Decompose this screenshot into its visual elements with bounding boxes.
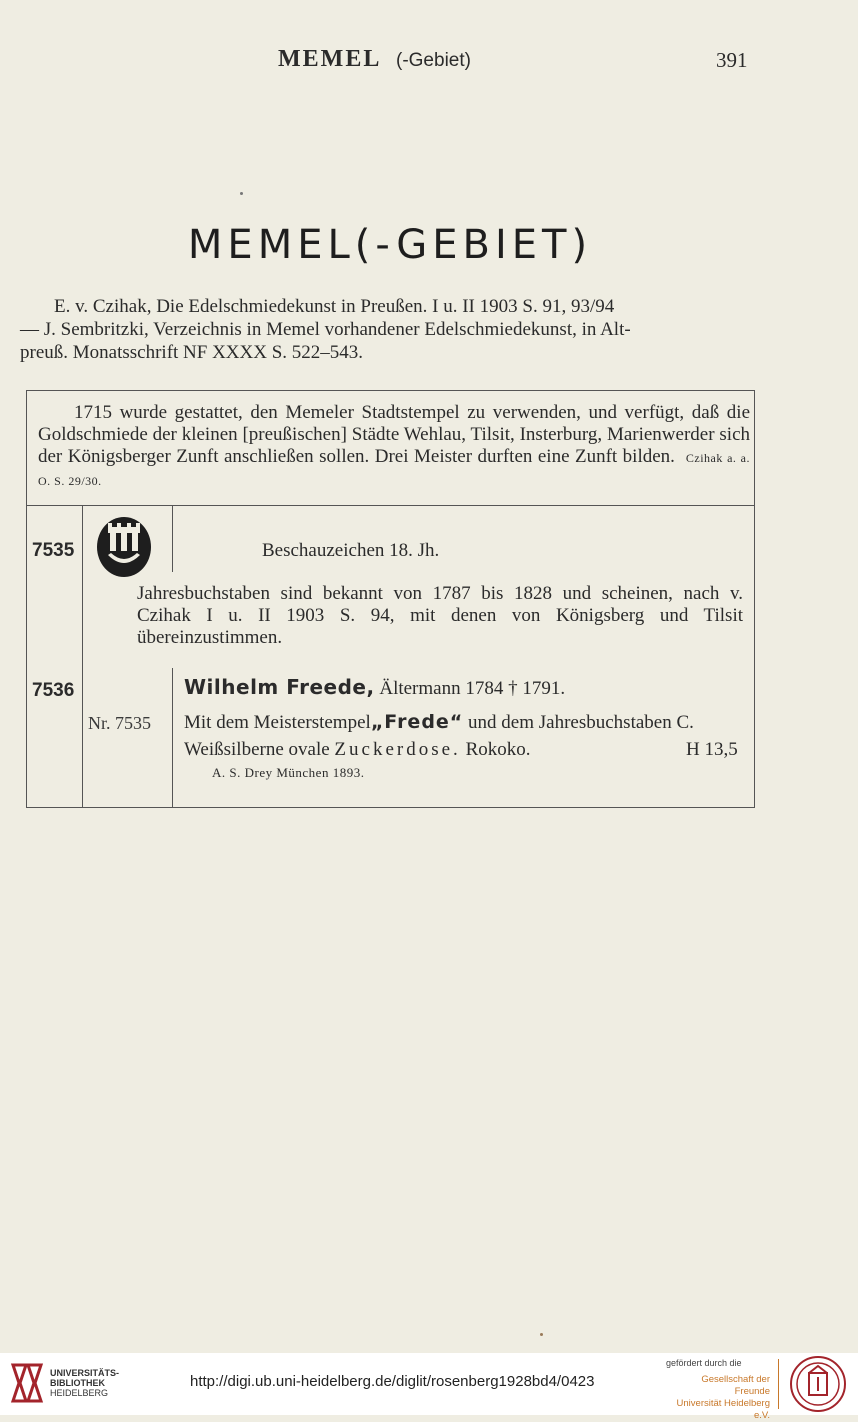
intro-text: 1715 wurde gestattet, den Memeler Stadtstempel zu verwenden, und verfügt, daß die Goldschmiede der kleinen [preußischen] Städte Wehlau, Tilsit, Insterburg, Marienwerder sich der Königsberger Zunft anschließen sollen. Drei Meister durften eine Zunft bilden. xyxy=(38,402,750,467)
object-line xyxy=(184,739,531,761)
maker-detail: Ältermann 1784 † 1791. xyxy=(379,678,566,699)
stamp-suffix: und dem Jahresbuchstaben C. xyxy=(468,712,694,733)
library-logo-icon xyxy=(10,1361,44,1407)
object-name: Zuckerdose. xyxy=(334,739,461,760)
page-number: 391 xyxy=(716,48,748,72)
object-height: H 13,5 xyxy=(686,739,738,760)
page-title: MEMEL(-GEBIET) xyxy=(187,222,593,268)
maker-line xyxy=(184,676,565,700)
footer-banner xyxy=(0,1353,858,1421)
permalink-url[interactable]: http://digi.ub.uni-heidelberg.de/diglit/rosenberg1928bd4/0423 xyxy=(190,1373,595,1390)
bibliography xyxy=(20,295,756,364)
university-seal-icon xyxy=(789,1355,847,1413)
cross-reference: Nr. 7535 xyxy=(88,713,151,733)
running-head xyxy=(0,46,858,80)
library-name-line: UNIVERSITÄTS- xyxy=(50,1368,120,1378)
bibliography-line: E. v. Czihak, Die Edelschmiedekunst in Preußen. I u. II 1903 S. 91, 93/94 xyxy=(54,296,615,317)
entry-number: 7535 xyxy=(32,540,75,561)
object-prefix: Weißsilberne ovale xyxy=(184,739,330,760)
library-name xyxy=(50,1368,119,1398)
stamp-line xyxy=(184,711,694,734)
maker-name: Wilhelm Freede, xyxy=(184,675,375,699)
stamp-name: „Frede“ xyxy=(370,711,464,733)
running-head-title: MEMEL xyxy=(278,46,382,72)
city-hallmark-icon xyxy=(93,513,155,581)
entry-description: Beschauzeichen 18. Jh. xyxy=(262,540,440,561)
object-style: Rokoko. xyxy=(465,739,531,760)
intro-reference: Czihak a. a. O. S. 29/30. xyxy=(38,451,750,488)
mark-column-rule xyxy=(172,668,173,808)
society-name-line: Universität Heidelberg e.V. xyxy=(676,1398,770,1421)
entry-number: 7536 xyxy=(32,680,75,701)
running-head-subtitle: (-Gebiet) xyxy=(396,50,471,71)
provenance: A. S. Drey München 1893. xyxy=(212,765,365,780)
society-name-line: Gesellschaft der Freunde xyxy=(701,1374,770,1397)
library-name-line: HEIDELBERG xyxy=(50,1388,109,1398)
mark-column-rule xyxy=(172,506,173,572)
funded-by-label: gefördert durch die xyxy=(666,1358,742,1368)
library-name-line: BIBLIOTHEK xyxy=(50,1378,105,1388)
footer-divider xyxy=(778,1359,779,1409)
bibliography-line: — J. Sembritzki, Verzeichnis in Memel vorhandener Edelschmiedekunst, in Alt- xyxy=(20,319,631,340)
intro-paragraph xyxy=(38,402,750,492)
number-column-rule xyxy=(82,506,83,808)
entry-note: Jahresbuchstaben sind bekannt von 1787 bis 1828 und scheinen, nach v. Czihak I u. II 1903 S. 94, mit denen von Königsberg und Tilsit übereinzustimmen. xyxy=(137,583,743,648)
bibliography-line: preuß. Monatsschrift NF XXXX S. 522–543. xyxy=(20,342,364,363)
stamp-prefix: Mit dem Meisterstempel xyxy=(184,712,371,733)
print-speck xyxy=(240,192,243,195)
table-top-rule xyxy=(26,505,754,506)
print-speck xyxy=(540,1333,543,1336)
